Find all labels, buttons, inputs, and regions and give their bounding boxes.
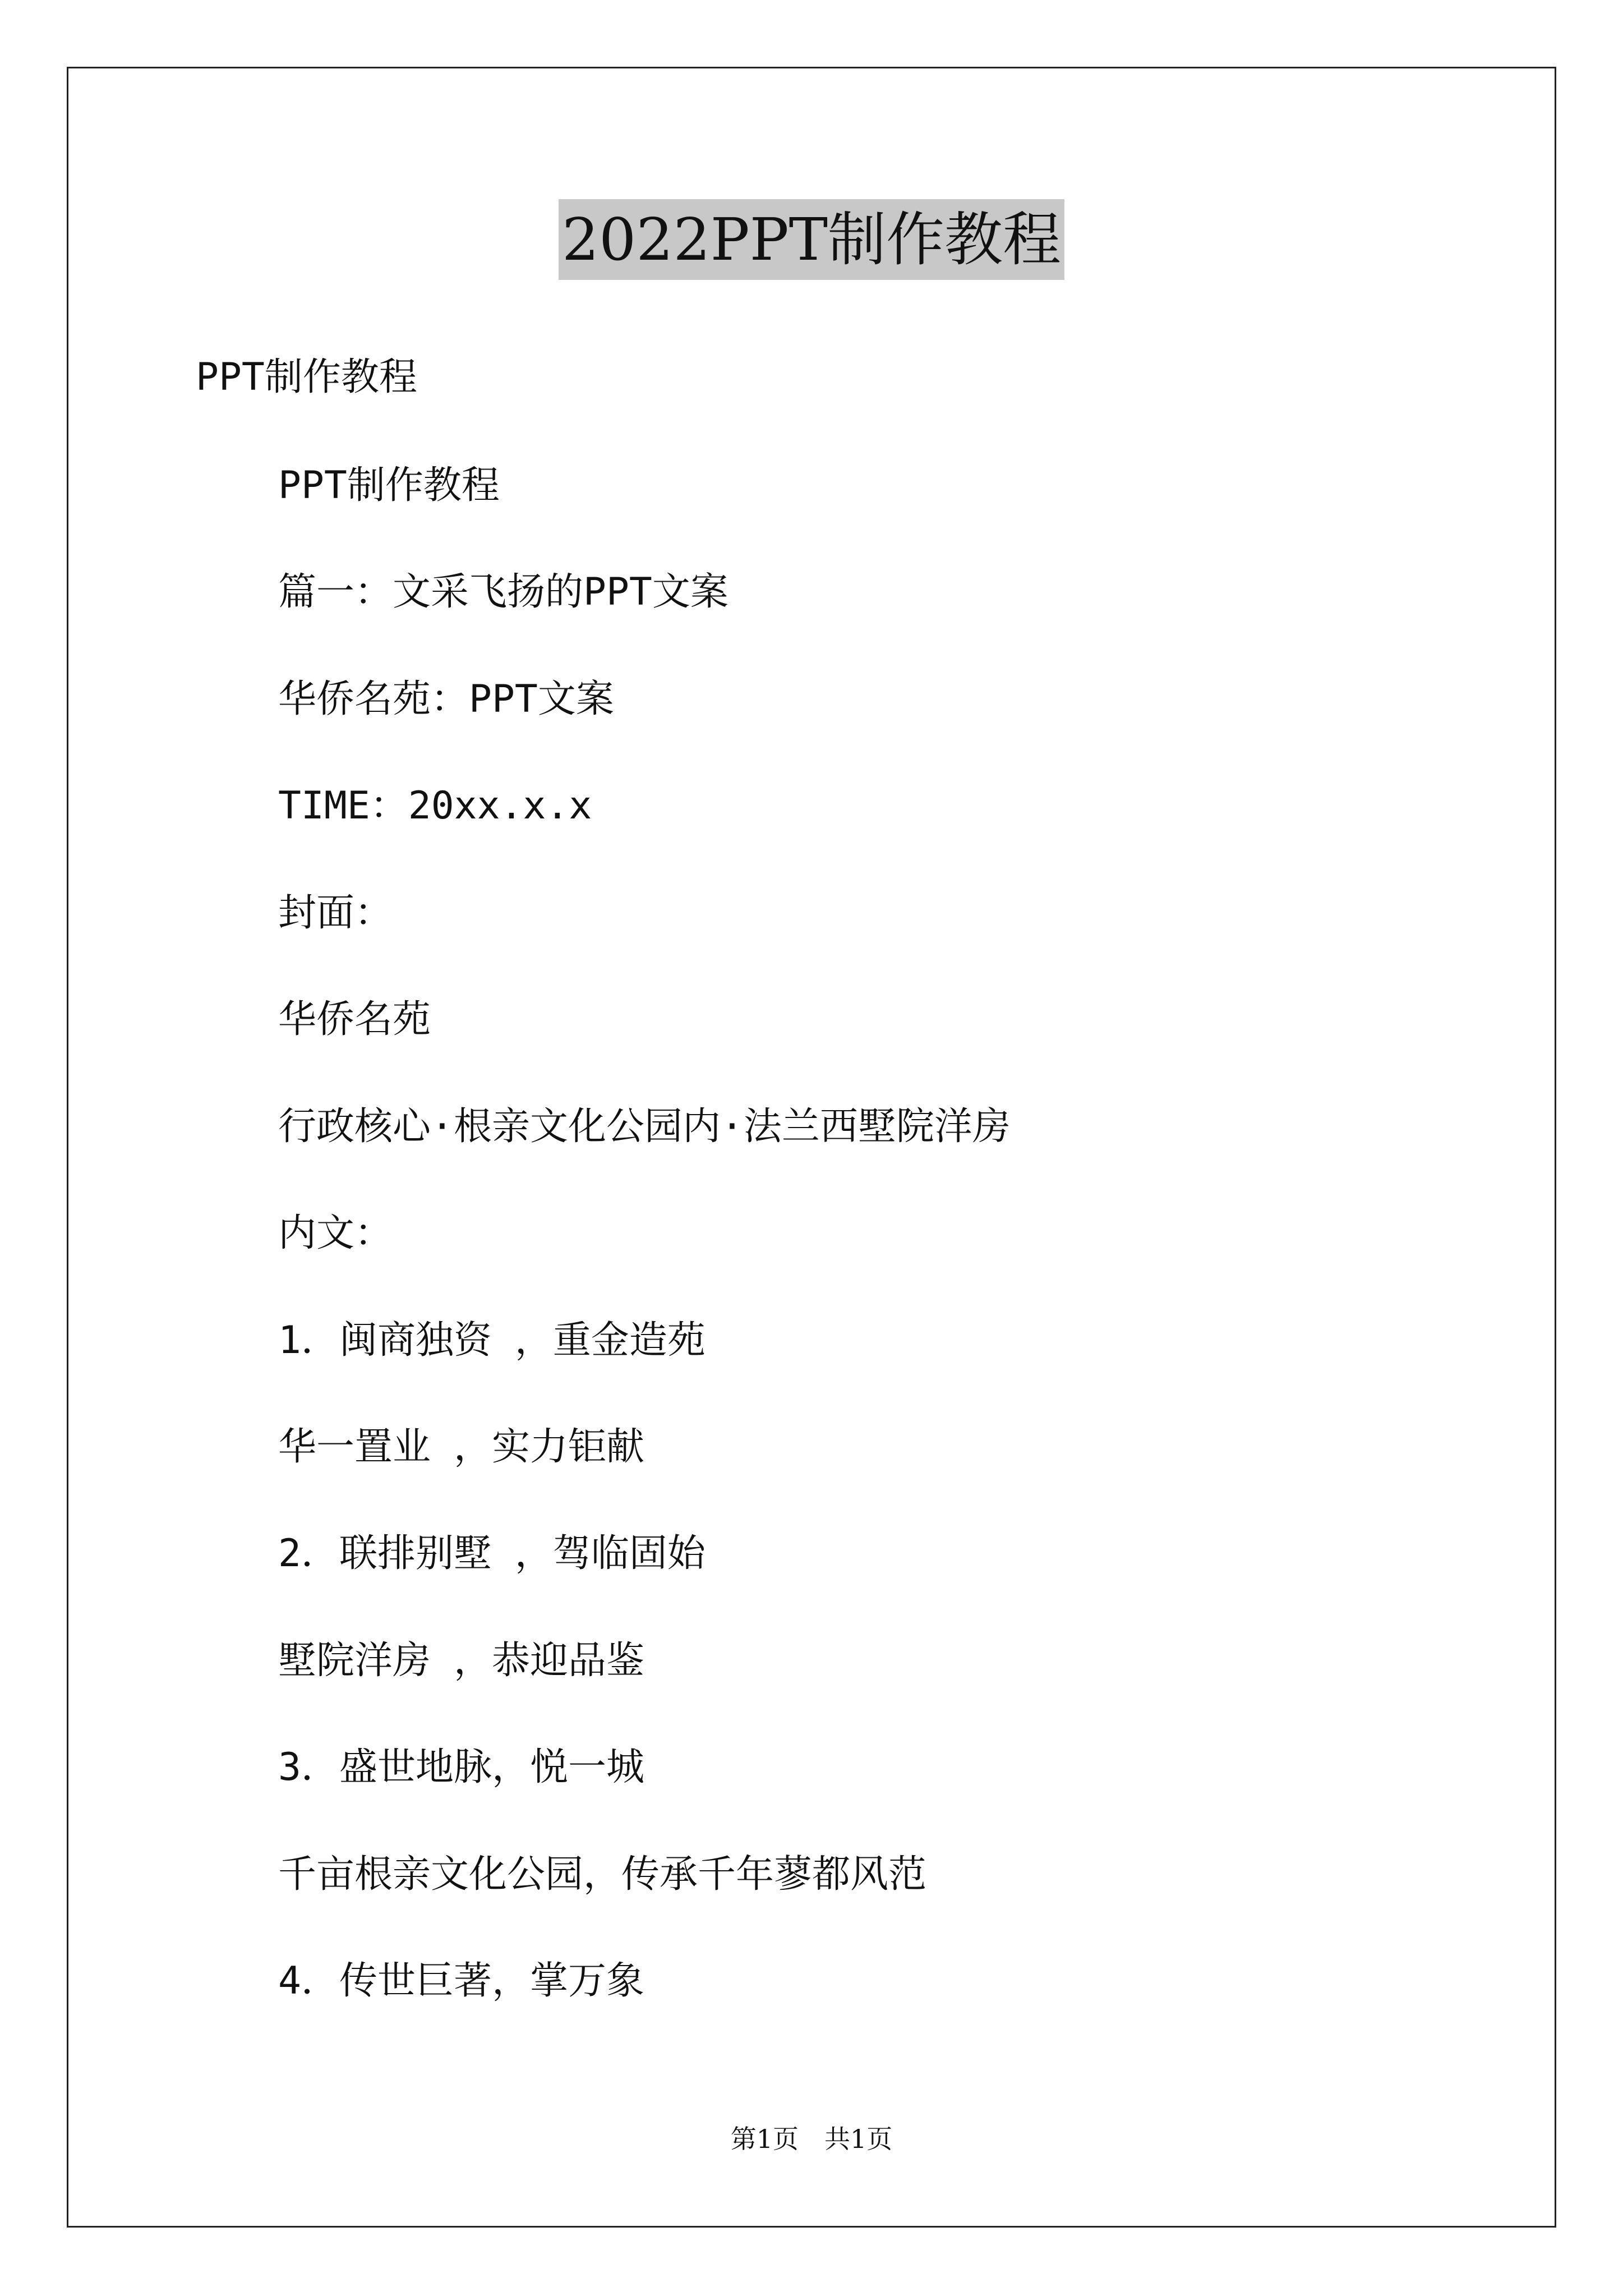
body-line: 3．盛世地脉，悦一城 [278,1745,644,1789]
body-line: 篇一：文采飞扬的PPT文案 [278,570,728,614]
section-heading: PPT制作教程 [196,355,417,399]
document-title: 2022PPT制作教程 [559,199,1064,280]
body-line: 行政核心·根亲文化公园内·法兰西墅院洋房 [278,1105,1011,1149]
body-line: 华侨名苑 [278,997,431,1042]
page-number-footer: 第1页 共1页 [730,2124,893,2154]
body-line: 内文： [278,1211,393,1255]
body-line: 墅院洋房 ，恭迎品鉴 [278,1639,644,1683]
body-line: 1．闽商独资 ，重金造苑 [278,1318,706,1363]
body-line: TIME：20xx.x.x [278,784,592,828]
body-line: 封面： [278,891,393,935]
title-container [0,199,1623,280]
body-line: 2．联排别墅 ，驾临固始 [278,1531,706,1576]
body-line: 4．传世巨著，掌万象 [278,1959,644,2003]
body-line: 华侨名苑：PPT文案 [278,677,614,721]
body-line: PPT制作教程 [278,463,500,508]
body-line: 千亩根亲文化公园，传承千年蓼都风范 [278,1852,927,1897]
body-line: 华一置业 ，实力钜献 [278,1425,644,1469]
